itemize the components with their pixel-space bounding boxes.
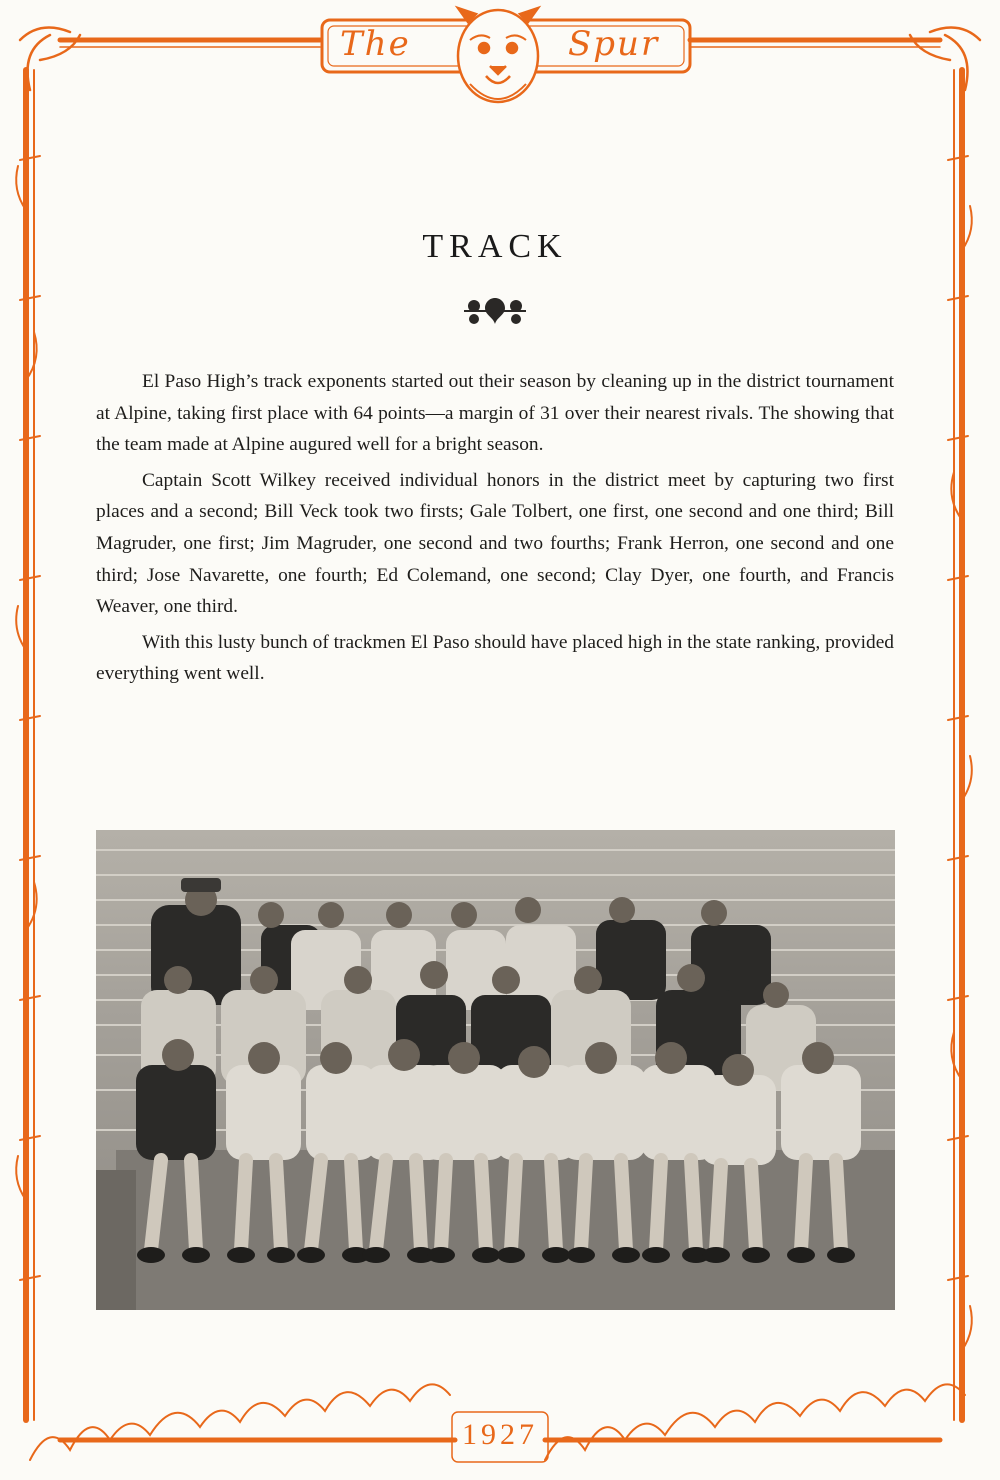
fleuron-ornament-icon xyxy=(460,294,530,328)
article-body xyxy=(96,366,894,694)
paragraph: With this lusty bunch of trackmen El Paso should have placed high in the state ranking, provided everything went well. xyxy=(96,631,894,685)
page-title: TRACK xyxy=(422,228,568,265)
paragraph: El Paso High’s track exponents started out their season by cleaning up in the district tournament at Alpine, taking first place with 64 points—a margin of 31 over their nearest rivals. The showing that the team made at Alpine augured well for a bright season. xyxy=(96,371,894,456)
paragraph: Captain Scott Wilkey received individual honors in the district meet by capturing two first places and a second; Bill Veck took two firsts; Gale Tolbert, one first, one second and one third; Bill Magruder, one first; Jim Magruder, one second and two fourths; Frank Herron, one second and one third; Jose Navarette, one fourth; Ed Colemand, one second; Clay Dyer, one fourth, and Francis Weaver, one third. xyxy=(96,469,894,618)
tiger-head-icon xyxy=(458,8,538,102)
team-group-photo xyxy=(96,830,895,1310)
yearbook-year: 1927 xyxy=(462,1418,538,1451)
header-title-left: The xyxy=(340,24,411,64)
header-title-right: Spur xyxy=(568,24,660,64)
